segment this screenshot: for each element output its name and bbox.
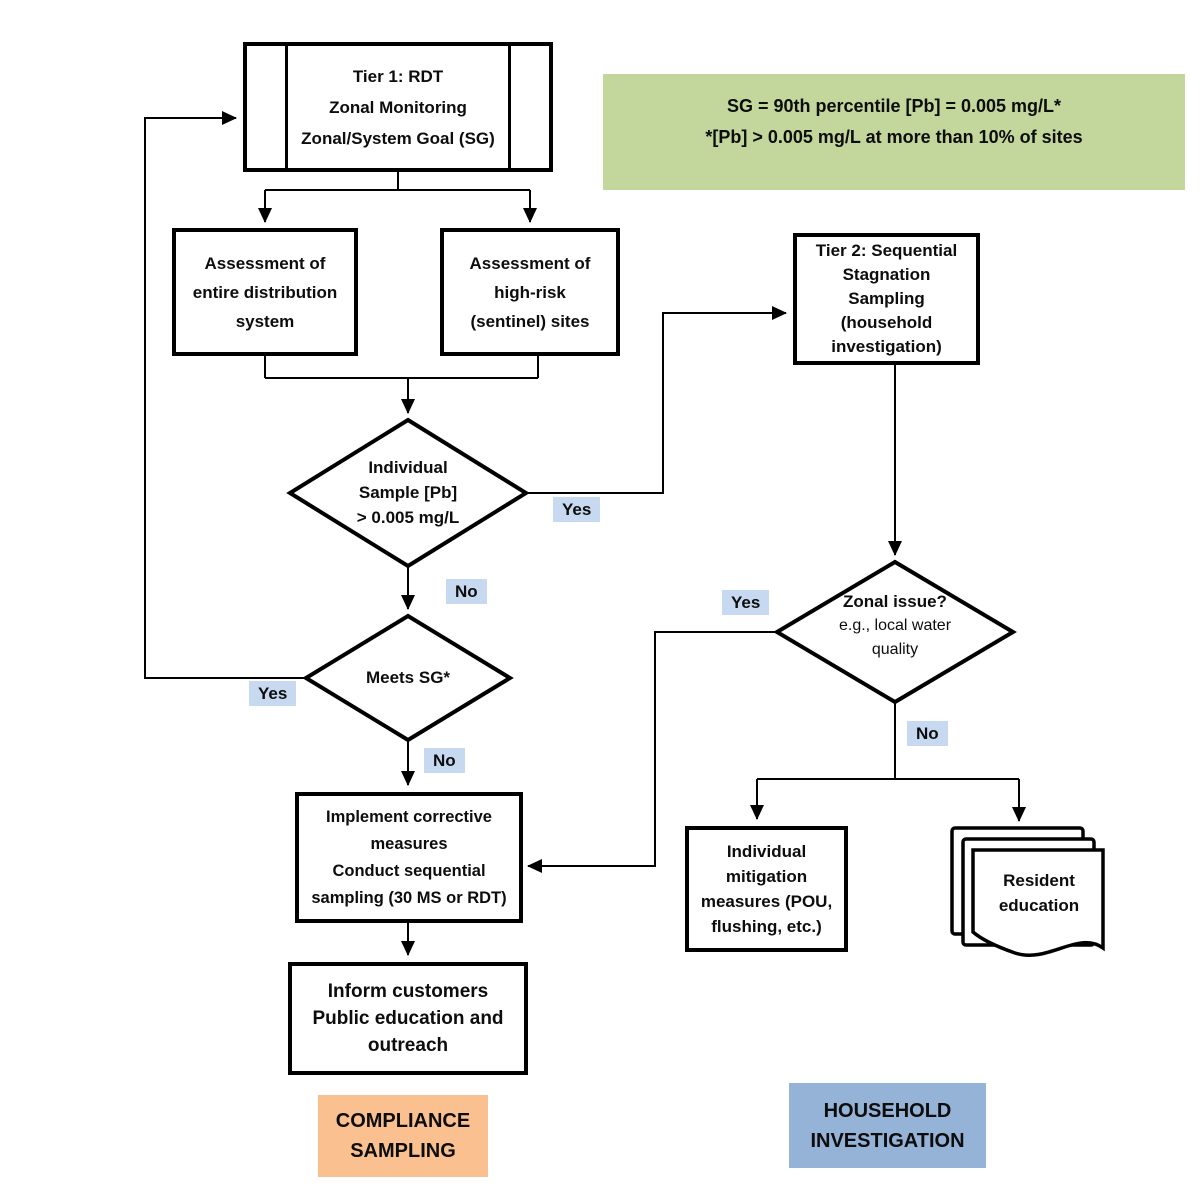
assess-sentinel-line: (sentinel) sites bbox=[470, 311, 590, 331]
inform-line: Public education and bbox=[312, 1008, 504, 1029]
edge-assess-merge bbox=[265, 356, 538, 378]
compliance-banner-line: COMPLIANCE bbox=[335, 1110, 471, 1132]
decision-sample-line: Individual bbox=[368, 458, 448, 477]
assess-sentinel-line: Assessment of bbox=[469, 253, 591, 273]
decision-zonal-text bbox=[805, 590, 985, 662]
tier1-line: Zonal Monitoring bbox=[329, 97, 467, 117]
node-tier1-rdt bbox=[243, 42, 553, 172]
assess-system-line: Assessment of bbox=[204, 253, 326, 273]
inform-line: outreach bbox=[367, 1035, 449, 1056]
resident-line: education bbox=[998, 896, 1080, 915]
compliance-banner-line: SAMPLING bbox=[350, 1140, 456, 1162]
edge-label-sample-yes: Yes bbox=[553, 497, 600, 522]
edge-tier1-split bbox=[265, 172, 530, 190]
compliance-sampling-banner bbox=[318, 1095, 488, 1177]
edge-label-zonal-yes: Yes bbox=[722, 590, 769, 615]
corrective-line: Conduct sequential bbox=[332, 861, 486, 880]
node-individual-mitigation bbox=[685, 826, 848, 952]
tier1-line: Zonal/System Goal (SG) bbox=[301, 128, 495, 148]
resident-line: Resident bbox=[1003, 871, 1075, 890]
node-assessment-sentinel-sites bbox=[440, 228, 620, 356]
tier2-line: Stagnation bbox=[842, 265, 931, 284]
household-banner-line: HOUSEHOLD bbox=[823, 1099, 952, 1122]
edge-label-sg-yes: Yes bbox=[249, 681, 296, 706]
decision-zonal-line: e.g., local water bbox=[838, 617, 952, 634]
decision-zonal-title: Zonal issue? bbox=[843, 592, 947, 611]
tier2-line: Tier 2: Sequential bbox=[815, 241, 958, 260]
tier2-line: investigation) bbox=[831, 337, 942, 356]
node-inform-customers bbox=[288, 962, 528, 1075]
decision-sample-line: Sample [Pb] bbox=[358, 483, 458, 502]
decision-sample-line: > 0.005 mg/L bbox=[356, 508, 460, 527]
note-line: SG = 90th percentile [Pb] = 0.005 mg/L* bbox=[726, 96, 1062, 116]
assess-sentinel-line: high-risk bbox=[494, 282, 566, 302]
tier2-line: Sampling bbox=[848, 289, 925, 308]
sg-definition-note bbox=[603, 74, 1185, 190]
household-banner-line: INVESTIGATION bbox=[810, 1129, 965, 1152]
mitigation-line: mitigation bbox=[725, 867, 808, 886]
corrective-line: measures bbox=[370, 834, 448, 853]
mitigation-line: Individual bbox=[726, 842, 807, 861]
tier1-line: Tier 1: RDT bbox=[352, 66, 444, 86]
node-assessment-entire-system bbox=[172, 228, 358, 356]
mitigation-line: measures (POU, bbox=[700, 892, 833, 911]
node-tier2-sequential-sampling bbox=[793, 233, 980, 365]
decision-zonal-line: quality bbox=[871, 641, 919, 658]
note-line: *[Pb] > 0.005 mg/L at more than 10% of sites bbox=[705, 127, 1083, 147]
inform-line: Inform customers bbox=[327, 981, 489, 1002]
node-resident-education-label bbox=[975, 868, 1103, 918]
corrective-line: Implement corrective bbox=[326, 807, 492, 826]
assess-system-line: system bbox=[235, 311, 295, 331]
edge-zonal-no-split bbox=[757, 702, 1019, 779]
edge-label-sg-no: No bbox=[424, 748, 465, 773]
edge-label-zonal-no: No bbox=[907, 721, 948, 746]
node-corrective-measures bbox=[295, 792, 523, 923]
decision-sg-line: Meets SG* bbox=[365, 668, 451, 687]
edge-sg-yes-loop-to-tier1 bbox=[145, 118, 306, 678]
decision-sg-text bbox=[328, 665, 488, 690]
predefined-process-bar-right bbox=[508, 46, 511, 168]
mitigation-line: flushing, etc.) bbox=[711, 917, 822, 936]
decision-sample-text bbox=[298, 455, 518, 530]
assess-system-line: entire distribution bbox=[192, 282, 338, 302]
edge-label-sample-no: No bbox=[446, 579, 487, 604]
corrective-line: sampling (30 MS or RDT) bbox=[311, 888, 507, 907]
household-investigation-banner bbox=[789, 1083, 986, 1168]
tier2-line: (household bbox=[840, 313, 933, 332]
predefined-process-bar-left bbox=[285, 46, 288, 168]
